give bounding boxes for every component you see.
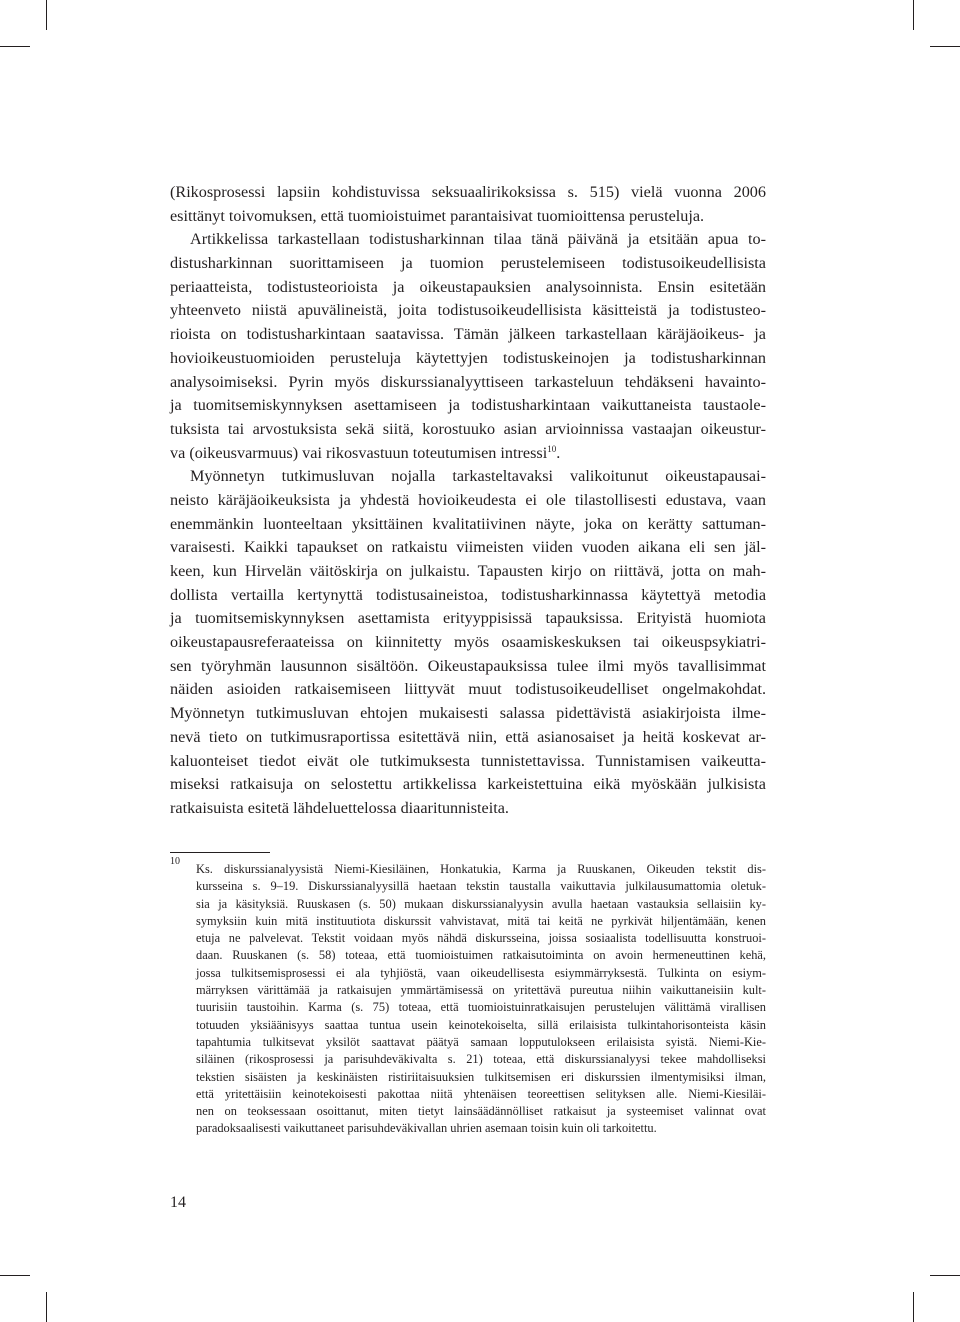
footnote-line: kursseina s. 9–19. Diskurssianalyysillä haetaan tekstin taustalla vaikuttavia julkilausumattomia oletuk- xyxy=(196,879,766,894)
footnote-line: tuurisiin taustoihin. Karma (s. 75) toteaa, että tuomioistuinratkaisujen perustelujen välittämä virallisen xyxy=(196,1000,766,1015)
body-line: nevä tieto on tutkimusraportissa esitettävä niin, että asianosaiset ja heitä koskevat ar- xyxy=(170,727,766,746)
footnote-line: siläinen (rikosprosessi ja parisuhdeväkivalta s. 21) toteaa, että diskurssianalyysi tekee mahdolliseksi xyxy=(196,1052,766,1067)
crop-mark xyxy=(930,46,960,47)
body-line: periaatteista, todistusteorioista ja oikeustapauksien analysoinnista. Ensin esitetään xyxy=(170,277,766,296)
footnote-line: symyksiin kuin mitä instituutiota diskurssit vahvistavat, mitä tai keitä ne pyrkivät hiljentämään, kenen xyxy=(196,913,766,928)
body-line: ja tuomitsemiskynnyksen asettamista erityyppisissä tapauksissa. Erityistä huomiota xyxy=(170,609,766,628)
footnote-line: etuja ne palvelevat. Tekstit voidaan myös nähdä diskursseina, joissa sosiaalista todellisuutta konstruoi- xyxy=(196,931,766,946)
body-line: hovioikeustuomioiden perusteluja käytettyjen todistuskeinojen ja todistusharkinnan xyxy=(170,348,766,367)
body-line: Artikkelissa tarkastellaan todistusharkinnan tilaa tänä päivänä ja etsitään apua to- xyxy=(190,230,766,249)
crop-mark xyxy=(46,1292,47,1322)
crop-mark xyxy=(0,1275,30,1276)
body-line: rioista on todistusharkintaan saatavissa. Tämän jälkeen tarkastellaan käräjäoikeus- ja xyxy=(170,325,766,344)
body-line: esittänyt toivomuksen, että tuomioistuimet parantaisivat tuomioittensa perusteluja. xyxy=(170,206,705,225)
body-line: dollista vertailla kertynyttä todistusaineistoa, todistusharkinnassa käytettyä metodia xyxy=(170,585,766,604)
body-line: tuksista tai arvostuksista sekä siitä, korostuuko asian arvioinnissa vastaajan oikeustur- xyxy=(170,419,766,438)
body-line: enemmänkin luonteeltaan yksittäinen kvalitatiivinen näyte, joka on kerätty sattuman- xyxy=(170,514,766,533)
page-number: 14 xyxy=(170,1194,186,1211)
body-line: ratkaisuista esitetä lähdeluettelossa diaaritunnisteita. xyxy=(170,798,509,817)
footnote-line: totuuden yksiäänisyys saattaa tuntua usein keinotekoiselta, sillä erilaisista tulkintahorisonteista käsin xyxy=(196,1017,766,1032)
body-text xyxy=(170,181,766,821)
crop-mark xyxy=(930,1275,960,1276)
footnote-line: märryksen värittämää ja ratkaisujen ymmärtämisessä on yritettävä pureutua niihin vaikuttaneisiin kult- xyxy=(196,983,766,998)
crop-mark xyxy=(46,0,47,30)
body-line xyxy=(170,442,766,466)
footnote-line: jossa tulkitsemisprosessi ei ala tyhjiöstä, vaan oikeudellisesta esiymmärryksestä. Tulkinta on esiym- xyxy=(196,965,766,980)
footnote-line: nen on teoksessaan osoittanut, miten tietyt lainsäädännölliset ratkaisut ja systeemiset valinnat ovat xyxy=(196,1104,766,1119)
body-line: Myönnetyn tutkimusluvan ehtojen mukaisesti salassa pidettävistä asiakirjoista ilme- xyxy=(170,704,766,723)
body-line: analysoimiseksi. Pyrin myös diskurssianalyyttiseen tarkasteluun tehdäkseni havainto- xyxy=(170,372,766,391)
footnote-line: tekstien sisäisten ja keskinäisten ristiriitaisuuksien tulkitsemisen eri diskurssien ilmentymisiksi ilman, xyxy=(196,1069,766,1084)
crop-mark xyxy=(0,46,30,47)
body-line: Myönnetyn tutkimusluvan nojalla tarkasteltavaksi valikoitunut oikeustapausai- xyxy=(190,467,766,486)
body-line: (Rikosprosessi lapsiin kohdistuvissa seksuaalirikoksissa s. 515) vielä vuonna 2006 xyxy=(170,183,766,201)
footnote-line: Ks. diskurssianalyysistä Niemi-Kiesiläinen, Honkatukia, Karma ja Ruuskanen, Oikeuden tekstit dis- xyxy=(196,862,766,876)
body-line: yhteenveto niistä apuvälineistä, joita todistusoikeudellisista käsitteistä ja todistusteo- xyxy=(170,301,766,320)
footnote-line: paradoksaalisesti vaikuttaneet parisuhdeväkivallan uhrien asemaan toisin kuin oli tarkoitettu. xyxy=(196,1121,657,1136)
body-line: oikeustapausreferaateissa on kiinnitetty myös osaamiskeskuksen tai oikeuspsykiatri- xyxy=(170,633,766,652)
footnote-text xyxy=(196,861,766,1138)
body-line: kaluonteiset tiedot eivät ole tutkimuksesta tunnistettavissa. Tunnistamisen vaikeutta- xyxy=(170,751,766,770)
footnote-line: että yritettäisiin keinotekoisesti pakottaa niitä yhtenäisen teoreettisen selityksen alle. Niemi-Kiesiläi- xyxy=(196,1086,766,1101)
footnote-number: 10 xyxy=(170,856,180,867)
footnote-line: sia ja käsityksiä. Ruuskasen (s. 50) mukaan diskurssianalyysin avulla haetaan vastauksia sellaisiin ky- xyxy=(196,896,766,911)
crop-mark xyxy=(913,1292,914,1322)
crop-mark xyxy=(913,0,914,30)
footnote-reference: 10 xyxy=(547,443,557,454)
body-line: näiden asioiden ratkaisemiseen liittyvät muut todistusoikeudelliset ongelmakohdat. xyxy=(170,680,766,699)
body-line: varaisesti. Kaikki tapaukset on ratkaistu viimeisten viiden vuoden aikana eli sen jäl- xyxy=(170,538,766,557)
footnote-separator xyxy=(170,852,270,853)
sentence-period: . xyxy=(556,443,561,462)
body-line: neisto käräjäoikeuksista ja yhdestä hovioikeudesta ei ole tilastollisesti edustava, vaan xyxy=(170,490,766,509)
body-line: keen, kun Hirvelän väitöskirja on julkaistu. Tapausten kirjo on riittävä, jotta on mah- xyxy=(170,562,766,580)
footnote-line: tapahtumia tulkitsevat yksilöt saattavat päätyä samaan lopputulokseen erilaisista syistä. Niemi-Kie- xyxy=(196,1034,766,1049)
footnote-line: daan. Ruuskanen (s. 58) toteaa, että tuomioistuimen ratkaisutoiminta on avoin hermeneuttinen kehä, xyxy=(196,948,766,963)
body-line: sen työryhmän lausunnon sisältöön. Oikeustapauksissa tulee ilmi myös tavallisimmat xyxy=(170,656,766,675)
body-line: miseksi ratkaisuja on selostettu artikkelissa karkeistettuina eikä myöskään julkisista xyxy=(170,775,766,794)
body-line: distusharkinnan suorittamiseen ja tuomion perustelemiseen todistusoikeudellisista xyxy=(170,254,766,273)
body-line: ja tuomitsemiskynnyksen asettamiseen ja todistusharkintaan vaikuttaneista taustaole- xyxy=(170,396,766,415)
body-line-text: va (oikeusvarmuus) vai rikosvastuun toteutumisen intressi xyxy=(170,443,548,462)
